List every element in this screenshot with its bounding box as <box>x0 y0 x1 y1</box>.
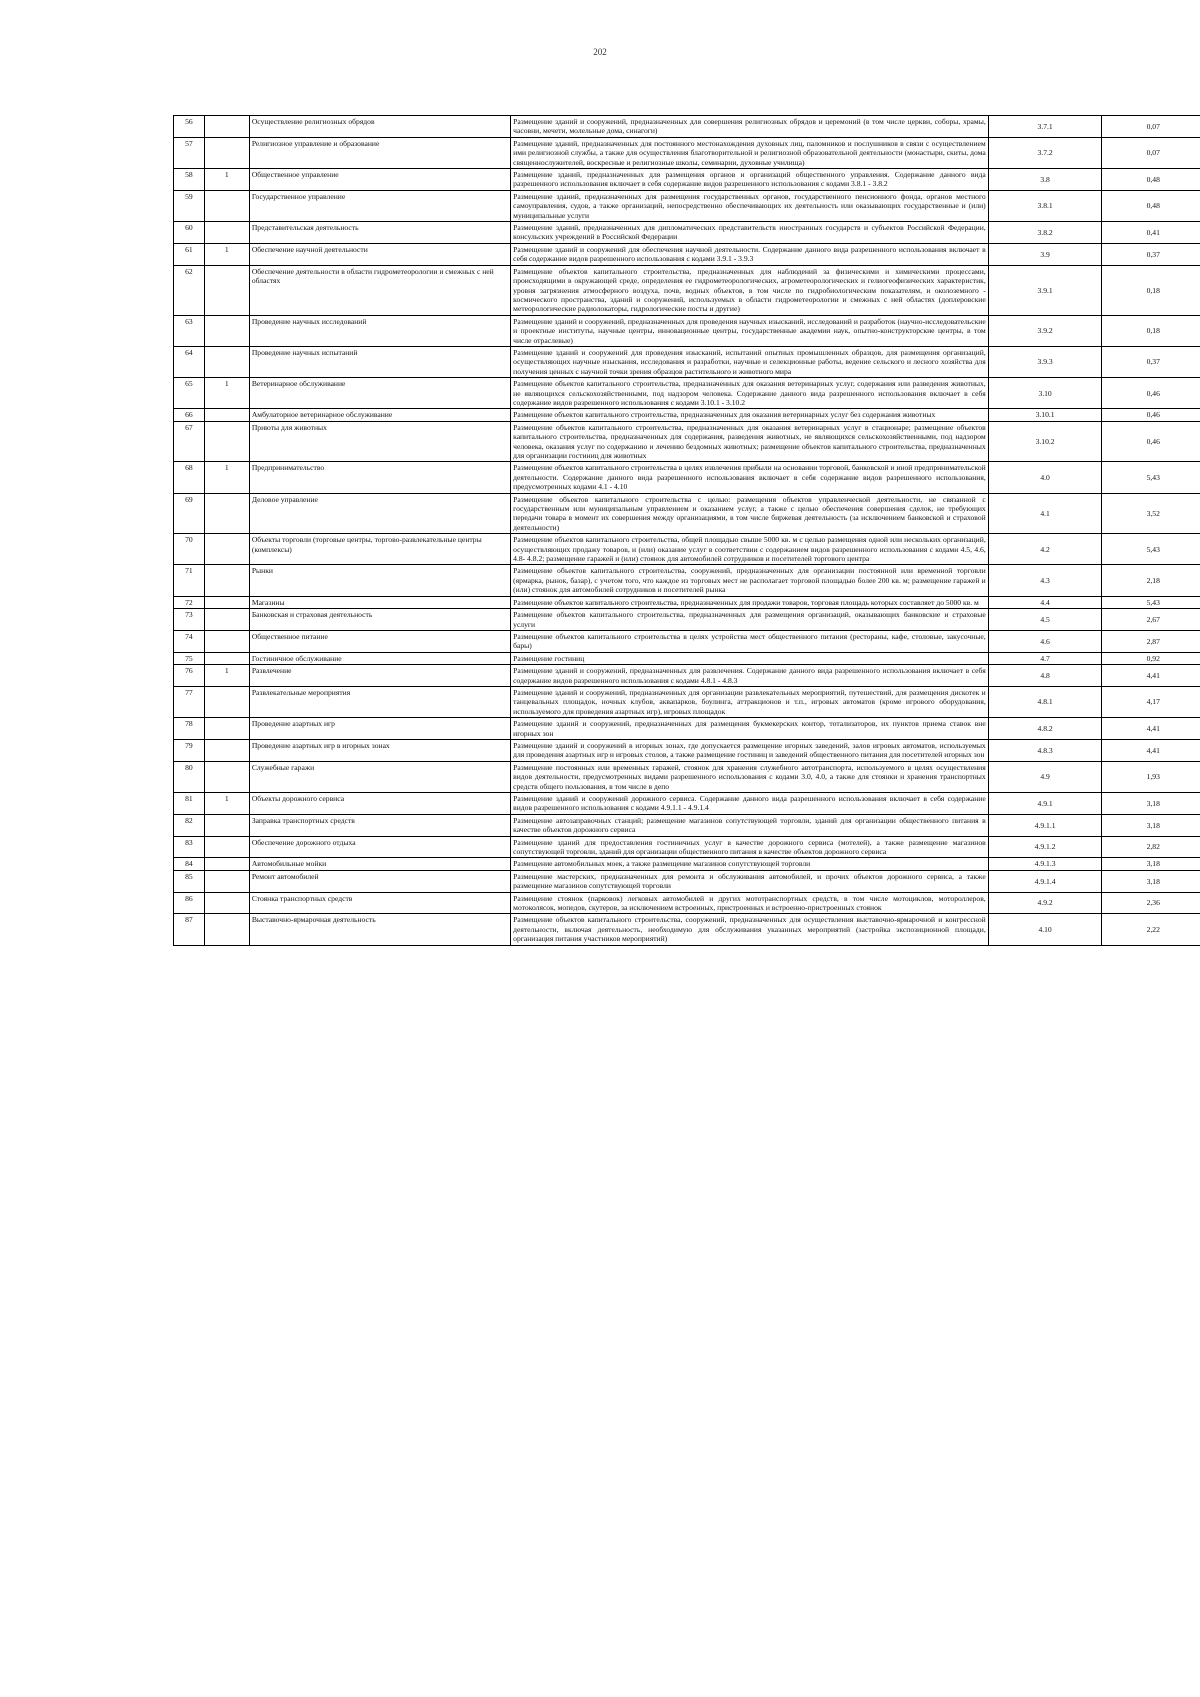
row-value-cell: 2,67 <box>1102 609 1200 631</box>
table-row <box>174 222 1200 244</box>
row-description-cell: Размещение зданий и сооружений, предназначенных для развлечения. Содержание данного вида разрешенного использования включает в себя содержание видов разрешенного использования с кодами 4.8.1 - 4.8.3 <box>511 665 989 687</box>
row-name-cell: Представительская деятельность <box>249 222 510 244</box>
row-level-cell: 1 <box>204 378 249 409</box>
row-level-cell <box>204 265 249 315</box>
row-value-cell: 0,37 <box>1102 346 1200 377</box>
row-value-cell: 0,46 <box>1102 378 1200 409</box>
row-value-cell: 0,07 <box>1102 116 1200 138</box>
table-row <box>174 421 1200 462</box>
row-description-cell: Размещение зданий, предназначенных для размещения государственных органов, государственного пенсионного фонда, органов местного самоуправления, судов, а также организаций, непосредственно обеспечивающих их деятельность или оказывающих государственные и (или) муниципальные услуги <box>511 190 989 221</box>
row-value-cell: 1,93 <box>1102 761 1200 792</box>
row-name-cell: Объекты дорожного сервиса <box>249 793 510 815</box>
table-row <box>174 665 1200 687</box>
row-code-cell: 3.10 <box>988 378 1102 409</box>
row-value-cell: 4,41 <box>1102 739 1200 761</box>
row-description-cell: Размещение объектов капитального строительства, сооружений, предназначенных для осуществления выставочно-ярмарочной и конгрессной деятельности, включая деятельность, необходимую для обслуживания указанных мероприятий (застройка экспозиционной площади, организация питания участников мероприятий) <box>511 914 989 945</box>
row-number-cell: 58 <box>174 169 205 191</box>
table-row <box>174 718 1200 740</box>
row-description-cell: Размещение гостиниц <box>511 652 989 664</box>
row-level-cell <box>204 814 249 836</box>
row-code-cell: 3.8.1 <box>988 190 1102 221</box>
row-level-cell <box>204 630 249 652</box>
row-number-cell: 57 <box>174 137 205 168</box>
row-value-cell: 0,46 <box>1102 409 1200 421</box>
row-code-cell: 3.7.2 <box>988 137 1102 168</box>
table-row <box>174 793 1200 815</box>
row-description-cell: Размещение зданий и сооружений для проведения изысканий, испытаний опытных промышленных образцов, для размещения организаций, осуществляющих научные изыскания, исследования и разработки, научные и селекционные работы, ведение сельского и лесного хозяйства для получения ценных с научной точки зрения образцов растительного и животного мира <box>511 346 989 377</box>
row-level-cell: 1 <box>204 169 249 191</box>
row-value-cell: 3,18 <box>1102 858 1200 870</box>
row-number-cell: 78 <box>174 718 205 740</box>
row-name-cell: Развлечение <box>249 665 510 687</box>
row-level-cell <box>204 596 249 608</box>
row-level-cell <box>204 609 249 631</box>
row-code-cell: 3.8.2 <box>988 222 1102 244</box>
row-value-cell: 4,17 <box>1102 686 1200 717</box>
row-level-cell <box>204 858 249 870</box>
row-number-cell: 69 <box>174 493 205 534</box>
row-level-cell <box>204 409 249 421</box>
row-value-cell: 0,37 <box>1102 243 1200 265</box>
table-row <box>174 870 1200 892</box>
row-description-cell: Размещение зданий и сооружений в игорных зонах, где допускается размещение игорных заведений, залов игровых автоматов, используемых для проведения азартных игр и игровых столов, а также размещение гостиниц и заведений общественного питания для посетителей игорных зон <box>511 739 989 761</box>
row-code-cell: 3.10.2 <box>988 421 1102 462</box>
table-row <box>174 265 1200 315</box>
row-code-cell: 4.9.1.2 <box>988 836 1102 858</box>
row-code-cell: 3.9.1 <box>988 265 1102 315</box>
row-number-cell: 80 <box>174 761 205 792</box>
row-code-cell: 4.4 <box>988 596 1102 608</box>
row-code-cell: 3.9.2 <box>988 315 1102 346</box>
row-number-cell: 63 <box>174 315 205 346</box>
row-code-cell: 4.8.3 <box>988 739 1102 761</box>
row-description-cell: Размещение объектов капитального строительства, предназначенных для наблюдений за физическими и химическими процессами, происходящими в окружающей среде, определения ее гидрометеорологических, агрометеорологических и гелиогеофизических характеристик, уровня загрязнения атмосферного воздуха, почв, водных объектов, в том числе по гидробиологическим показателям, и околоземного - космического пространства, зданий и сооружений, используемых в области гидрометеорологии и смежных с ней областях (доплеровские метеорологические радиолокаторы, гидрологические посты и другие) <box>511 265 989 315</box>
row-code-cell: 4.9.2 <box>988 892 1102 914</box>
row-number-cell: 56 <box>174 116 205 138</box>
row-value-cell: 0,46 <box>1102 421 1200 462</box>
row-description-cell: Размещение зданий, предназначенных для постоянного местонахождения духовных лиц, паломников и послушников в связи с осуществлением ими религиозной службы, а также для осуществления благотворительной и религиозной образовательной деятельности (монастыри, скиты, дома священнослужителей, воскресные и религиозные школы, семинарии, духовные училища) <box>511 137 989 168</box>
table-row <box>174 409 1200 421</box>
row-code-cell: 4.9 <box>988 761 1102 792</box>
row-level-cell <box>204 870 249 892</box>
row-name-cell: Предпринимательство <box>249 462 510 493</box>
table-row <box>174 609 1200 631</box>
row-name-cell: Служебные гаражи <box>249 761 510 792</box>
row-name-cell: Объекты торговли (торговые центры, торгово-развлекательные центры (комплексы) <box>249 534 510 565</box>
row-value-cell: 0,07 <box>1102 137 1200 168</box>
row-name-cell: Развлекательные мероприятия <box>249 686 510 717</box>
row-description-cell: Размещение объектов капитального строительства в целях извлечения прибыли на основании торговой, банковской и иной предпринимательской деятельности. Содержание данного вида разрешенного использования включает в себя содержание видов разрешенного использования, предусмотренных кодами 4.1 - 4.10 <box>511 462 989 493</box>
row-level-cell <box>204 116 249 138</box>
row-description-cell: Размещение зданий и сооружений, предназначенных для размещения букмекерских контор, тотализаторов, их пунктов приема ставок вне игорных зон <box>511 718 989 740</box>
row-code-cell: 4.8 <box>988 665 1102 687</box>
row-name-cell: Общественное управление <box>249 169 510 191</box>
row-number-cell: 82 <box>174 814 205 836</box>
row-description-cell: Размещение объектов капитального строительства, предназначенных для оказания ветеринарных услуг, содержания или разведения животных, не являющихся сельскохозяйственными, под надзором человека. Содержание данного вида разрешенного использования включает в себя содержание видов разрешенного использования с кодами 3.10.1 - 3.10.2 <box>511 378 989 409</box>
row-code-cell: 3.8 <box>988 169 1102 191</box>
row-number-cell: 70 <box>174 534 205 565</box>
table-row <box>174 137 1200 168</box>
row-value-cell: 4,41 <box>1102 718 1200 740</box>
row-number-cell: 72 <box>174 596 205 608</box>
row-name-cell: Амбулаторное ветеринарное обслуживание <box>249 409 510 421</box>
table-body <box>174 116 1200 946</box>
row-description-cell: Размещение зданий и сооружений, предназначенных для проведения научных изысканий, исследований и разработок (научно-исследовательские и проектные институты, научные центры, инновационные центры, государственные академии наук, опытно-конструкторские центры, в том числе отраслевые) <box>511 315 989 346</box>
row-name-cell: Заправка транспортных средств <box>249 814 510 836</box>
row-number-cell: 81 <box>174 793 205 815</box>
table-row <box>174 596 1200 608</box>
row-number-cell: 64 <box>174 346 205 377</box>
row-description-cell: Размещение автомобильных моек, а также размещение магазинов сопутствующей торговли <box>511 858 989 870</box>
table-row <box>174 686 1200 717</box>
row-description-cell: Размещение объектов капитального строительства, предназначенных для оказания ветеринарных услуг без содержания животных <box>511 409 989 421</box>
row-name-cell: Религиозное управление и образование <box>249 137 510 168</box>
row-name-cell: Деловое управление <box>249 493 510 534</box>
table-row <box>174 462 1200 493</box>
row-description-cell: Размещение зданий, предназначенных для размещения органов и организаций общественного управления. Содержание данного вида разрешенного использования включает в себя содержание видов разрешенного использования с кодами 3.8.1 - 3.8.2 <box>511 169 989 191</box>
table-row <box>174 493 1200 534</box>
row-code-cell: 4.10 <box>988 914 1102 945</box>
row-number-cell: 86 <box>174 892 205 914</box>
row-description-cell: Размещение объектов капитального строительства, предназначенных для продажи товаров, торговая площадь которых составляет до 5000 кв. м <box>511 596 989 608</box>
row-description-cell: Размещение зданий для предоставления гостиничных услуг в качестве дорожного сервиса (мотелей), а также размещение магазинов сопутствующей торговли, зданий для организации общественного питания в качестве объектов дорожного сервиса <box>511 836 989 858</box>
row-description-cell: Размещение стоянок (парковок) легковых автомобилей и других мототранспортных средств, в том числе мотоциклов, мотороллеров, мотоколясок, мопедов, скутеров, за исключением встроенных, пристроенных и встроенно-пристроенных стоянок <box>511 892 989 914</box>
row-number-cell: 84 <box>174 858 205 870</box>
row-level-cell <box>204 222 249 244</box>
page-number: 202 <box>593 47 607 57</box>
table-row <box>174 914 1200 945</box>
table-row <box>174 565 1200 596</box>
row-description-cell: Размещение объектов капитального строительства, предназначенных для размещения организаций, оказывающих банковские и страховые услуги <box>511 609 989 631</box>
row-code-cell: 4.2 <box>988 534 1102 565</box>
row-name-cell: Банковская и страховая деятельность <box>249 609 510 631</box>
row-description-cell: Размещение постоянных или временных гаражей, стоянок для хранения служебного автотранспорта, используемого в целях осуществления видов деятельности, предусмотренных видами разрешенного использования с кодами 3.0, 4.0, а также для стоянки и хранения транспортных средств общего пользования, в том числе в депо <box>511 761 989 792</box>
row-number-cell: 83 <box>174 836 205 858</box>
table-row <box>174 739 1200 761</box>
row-description-cell: Размещение зданий и сооружений, предназначенных для организации развлекательных мероприятий, путешествий, для размещения дискотек и танцевальных площадок, ночных клубов, аквапарков, боулинга, аттракционов и т.п., игровых автоматов (кроме игрового оборудования, используемого для проведения азартных игр), игровых площадок <box>511 686 989 717</box>
row-description-cell: Размещение зданий и сооружений для обеспечения научной деятельности. Содержание данного вида разрешенного использования включает в себя содержание видов разрешенного использования с кодами 3.9.1 - 3.9.3 <box>511 243 989 265</box>
row-code-cell: 4.8.1 <box>988 686 1102 717</box>
row-value-cell: 0,41 <box>1102 222 1200 244</box>
row-level-cell <box>204 761 249 792</box>
row-name-cell: Общественное питание <box>249 630 510 652</box>
row-level-cell: 1 <box>204 462 249 493</box>
row-level-cell <box>204 493 249 534</box>
row-level-cell <box>204 534 249 565</box>
row-name-cell: Обеспечение дорожного отдыха <box>249 836 510 858</box>
row-level-cell <box>204 137 249 168</box>
row-name-cell: Выставочно-ярмарочная деятельность <box>249 914 510 945</box>
row-level-cell <box>204 836 249 858</box>
row-level-cell <box>204 686 249 717</box>
row-level-cell <box>204 914 249 945</box>
row-description-cell: Размещение объектов капитального строительства, общей площадью свыше 5000 кв. м с целью размещения одной или нескольких организаций, осуществляющих продажу товаров, и (или) оказание услуг в соответствии с содержанием видов разрешенного использования с кодами 4.5, 4.6, 4.8- 4.8.2; размещение гаражей и (или) стоянок для автомобилей сотрудников и посетителей торгового центра <box>511 534 989 565</box>
row-code-cell: 4.3 <box>988 565 1102 596</box>
row-code-cell: 3.9 <box>988 243 1102 265</box>
row-value-cell: 3,18 <box>1102 793 1200 815</box>
row-level-cell <box>204 421 249 462</box>
row-name-cell: Автомобильные мойки <box>249 858 510 870</box>
row-code-cell: 4.0 <box>988 462 1102 493</box>
table-row <box>174 892 1200 914</box>
row-name-cell: Проведение научных исследований <box>249 315 510 346</box>
row-level-cell: 1 <box>204 243 249 265</box>
row-number-cell: 61 <box>174 243 205 265</box>
row-code-cell: 4.5 <box>988 609 1102 631</box>
table-row <box>174 169 1200 191</box>
table-row <box>174 836 1200 858</box>
row-code-cell: 4.9.1.3 <box>988 858 1102 870</box>
row-number-cell: 87 <box>174 914 205 945</box>
row-name-cell: Стоянка транспортных средств <box>249 892 510 914</box>
row-value-cell: 2,18 <box>1102 565 1200 596</box>
row-number-cell: 65 <box>174 378 205 409</box>
row-number-cell: 75 <box>174 652 205 664</box>
row-number-cell: 73 <box>174 609 205 631</box>
row-name-cell: Обеспечение научной деятельности <box>249 243 510 265</box>
row-level-cell <box>204 315 249 346</box>
row-name-cell: Ремонт автомобилей <box>249 870 510 892</box>
row-code-cell: 4.8.2 <box>988 718 1102 740</box>
row-description-cell: Размещение мастерских, предназначенных для ремонта и обслуживания автомобилей, и прочих объектов дорожного сервиса, а также размещение магазинов сопутствующей торговли <box>511 870 989 892</box>
table-row <box>174 814 1200 836</box>
row-number-cell: 59 <box>174 190 205 221</box>
row-level-cell <box>204 718 249 740</box>
row-name-cell: Государственное управление <box>249 190 510 221</box>
row-value-cell: 5,43 <box>1102 596 1200 608</box>
row-name-cell: Ветеринарное обслуживание <box>249 378 510 409</box>
row-level-cell <box>204 739 249 761</box>
row-value-cell: 3,18 <box>1102 870 1200 892</box>
row-number-cell: 67 <box>174 421 205 462</box>
table-row <box>174 534 1200 565</box>
row-description-cell: Размещение объектов капитального строительства с целью: размещения объектов управленческой деятельности, не связанной с государственным или муниципальным управлением и оказанием услуг, а также с целью обеспечения совершения сделок, не требующих передачи товара в момент их совершения между организациями, в том числе биржевая деятельность (за исключением банковской и страховой деятельности) <box>511 493 989 534</box>
row-code-cell: 4.7 <box>988 652 1102 664</box>
row-value-cell: 4,41 <box>1102 665 1200 687</box>
row-code-cell: 4.9.1.4 <box>988 870 1102 892</box>
row-value-cell: 0,92 <box>1102 652 1200 664</box>
table-row <box>174 630 1200 652</box>
row-value-cell: 2,87 <box>1102 630 1200 652</box>
table-row <box>174 346 1200 377</box>
row-description-cell: Размещение зданий и сооружений дорожного сервиса. Содержание данного вида разрешенного использования включает в себя содержание видов разрешенного использования с кодами 4.9.1.1 - 4.9.1.4 <box>511 793 989 815</box>
row-name-cell: Магазины <box>249 596 510 608</box>
table-row <box>174 315 1200 346</box>
row-level-cell <box>204 346 249 377</box>
row-code-cell: 4.1 <box>988 493 1102 534</box>
row-level-cell <box>204 190 249 221</box>
row-code-cell: 4.9.1 <box>988 793 1102 815</box>
row-name-cell: Осуществление религиозных обрядов <box>249 116 510 138</box>
row-value-cell: 0,48 <box>1102 190 1200 221</box>
row-number-cell: 76 <box>174 665 205 687</box>
row-name-cell: Обеспечение деятельности в области гидрометеорологии и смежных с ней областях <box>249 265 510 315</box>
row-level-cell <box>204 892 249 914</box>
row-name-cell: Гостиничное обслуживание <box>249 652 510 664</box>
table-row <box>174 858 1200 870</box>
row-number-cell: 66 <box>174 409 205 421</box>
row-number-cell: 62 <box>174 265 205 315</box>
row-number-cell: 79 <box>174 739 205 761</box>
row-level-cell <box>204 565 249 596</box>
row-number-cell: 74 <box>174 630 205 652</box>
table-row <box>174 761 1200 792</box>
table-row <box>174 378 1200 409</box>
row-description-cell: Размещение автозаправочных станций; размещение магазинов сопутствующей торговли, зданий для организации общественного питания в качестве объектов дорожного сервиса <box>511 814 989 836</box>
row-value-cell: 3,52 <box>1102 493 1200 534</box>
table-row <box>174 190 1200 221</box>
row-value-cell: 2,82 <box>1102 836 1200 858</box>
row-number-cell: 60 <box>174 222 205 244</box>
row-code-cell: 4.9.1.1 <box>988 814 1102 836</box>
row-value-cell: 0,18 <box>1102 265 1200 315</box>
row-code-cell: 3.10.1 <box>988 409 1102 421</box>
table-row <box>174 116 1200 138</box>
row-value-cell: 5,43 <box>1102 534 1200 565</box>
row-code-cell: 4.6 <box>988 630 1102 652</box>
row-value-cell: 5,43 <box>1102 462 1200 493</box>
row-value-cell: 2,22 <box>1102 914 1200 945</box>
row-value-cell: 2,36 <box>1102 892 1200 914</box>
row-description-cell: Размещение объектов капитального строительства, предназначенных для оказания ветеринарных услуг в стационаре; размещение объектов капитального строительства, предназначенных для содержания, разведения животных, не являющихся сельскохозяйственными, под надзором человека, оказания услуг по содержанию и лечению бездомных животных; размещение объектов капитального строительства, предназначенных для организации гостиниц для животных <box>511 421 989 462</box>
row-code-cell: 3.9.3 <box>988 346 1102 377</box>
row-value-cell: 3,18 <box>1102 814 1200 836</box>
row-value-cell: 0,48 <box>1102 169 1200 191</box>
row-code-cell: 3.7.1 <box>988 116 1102 138</box>
row-number-cell: 71 <box>174 565 205 596</box>
row-description-cell: Размещение зданий, предназначенных для дипломатических представительств иностранных государств и субъектов Российской Федерации, консульских учреждений в Российской Федерации <box>511 222 989 244</box>
table-row <box>174 243 1200 265</box>
row-number-cell: 85 <box>174 870 205 892</box>
row-name-cell: Проведение азартных игр в игорных зонах <box>249 739 510 761</box>
land-use-table <box>173 115 1200 946</box>
row-level-cell: 1 <box>204 793 249 815</box>
row-name-cell: Проведение азартных игр <box>249 718 510 740</box>
row-description-cell: Размещение зданий и сооружений, предназначенных для совершения религиозных обрядов и церемоний (в том числе церкви, соборы, храмы, часовни, мечети, молельные дома, синагоги) <box>511 116 989 138</box>
row-name-cell: Приюты для животных <box>249 421 510 462</box>
row-number-cell: 68 <box>174 462 205 493</box>
row-name-cell: Рынки <box>249 565 510 596</box>
row-level-cell: 1 <box>204 665 249 687</box>
row-description-cell: Размещение объектов капитального строительства, сооружений, предназначенных для организации постоянной или временной торговли (ярмарка, рынок, базар), с учетом того, что каждое из торговых мест не располагает торговой площадью более 200 кв. м; размещение гаражей и (или) стоянок для автомобилей сотрудников и посетителей рынка <box>511 565 989 596</box>
row-description-cell: Размещение объектов капитального строительства в целях устройства мест общественного питания (рестораны, кафе, столовые, закусочные, бары) <box>511 630 989 652</box>
row-name-cell: Проведение научных испытаний <box>249 346 510 377</box>
row-number-cell: 77 <box>174 686 205 717</box>
row-value-cell: 0,18 <box>1102 315 1200 346</box>
row-level-cell <box>204 652 249 664</box>
table-row <box>174 652 1200 664</box>
